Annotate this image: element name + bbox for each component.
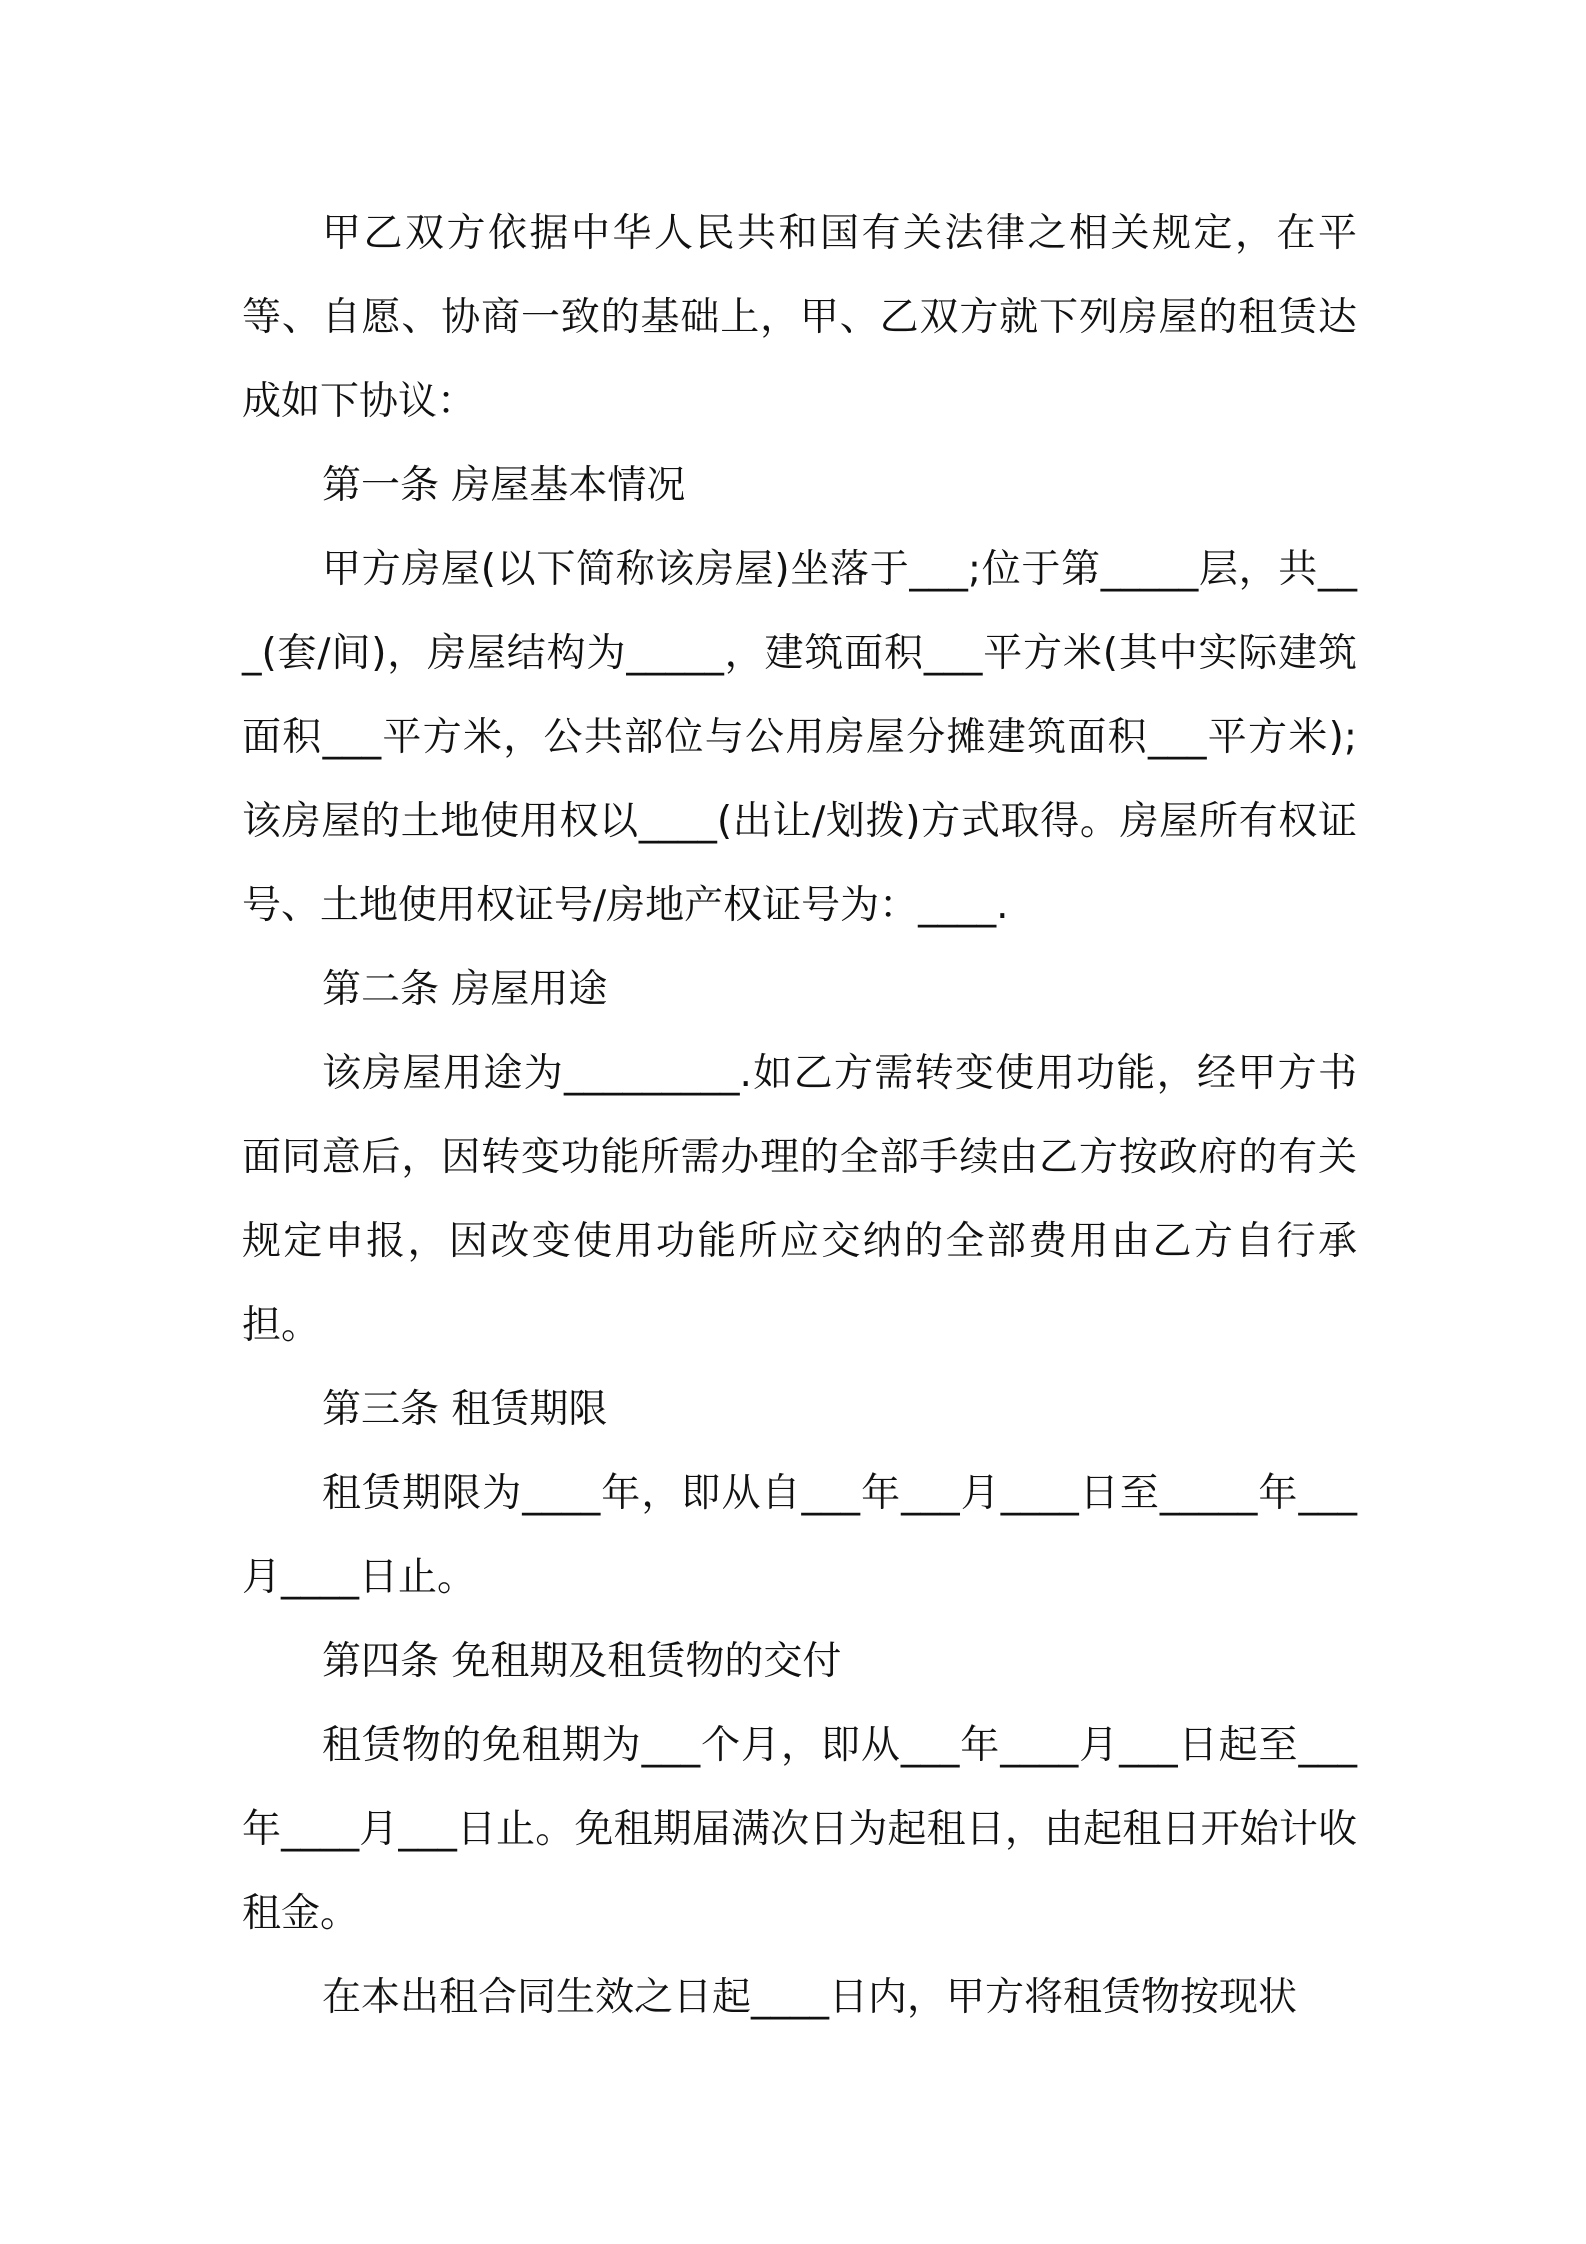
article-2-paragraph: 该房屋用途为_________.如乙方需转变使用功能，经甲方书面同意后，因转变功能所需办理的全部手续由乙方按政府的有关规定申报，因改变使用功能所应交纳的全部费用由乙方自行承担。	[242, 1051, 1357, 1348]
article-3-heading: 第三条 租赁期限	[322, 1387, 608, 1432]
article-2-heading: 第二条 房屋用途	[322, 967, 608, 1012]
intro-paragraph: 甲乙双方依据中华人民共和国有关法律之相关规定，在平等、自愿、协商一致的基础上，甲、乙双方就下列房屋的租赁达成如下协议：	[242, 211, 1357, 424]
article-4-paragraph-2: 在本出租合同生效之日起____日内，甲方将租赁物按现状	[322, 1975, 1298, 2020]
document-body	[242, 192, 1357, 2040]
article-1-paragraph: 甲方房屋(以下简称该房屋)坐落于___;位于第_____层，共___(套/间)，房屋结构为_____，建筑面积___平方米(其中实际建筑面积___平方米，公共部位与公用房屋分摊建筑面积___平方米);该房屋的土地使用权以____(出让/划拨)方式取得。房屋所有权证号、土地使用权证号/房地产权证号为：____.	[242, 547, 1357, 928]
article-4-paragraph-1: 租赁物的免租期为___个月，即从___年____月___日起至___年____月___日止。免租期届满次日为起租日，由起租日开始计收租金。	[242, 1723, 1357, 1936]
article-1-heading: 第一条 房屋基本情况	[322, 463, 686, 508]
article-3-paragraph: 租赁期限为____年，即从自___年___月____日至_____年___月____日止。	[242, 1471, 1357, 1600]
article-4-heading: 第四条 免租期及租赁物的交付	[322, 1639, 842, 1684]
